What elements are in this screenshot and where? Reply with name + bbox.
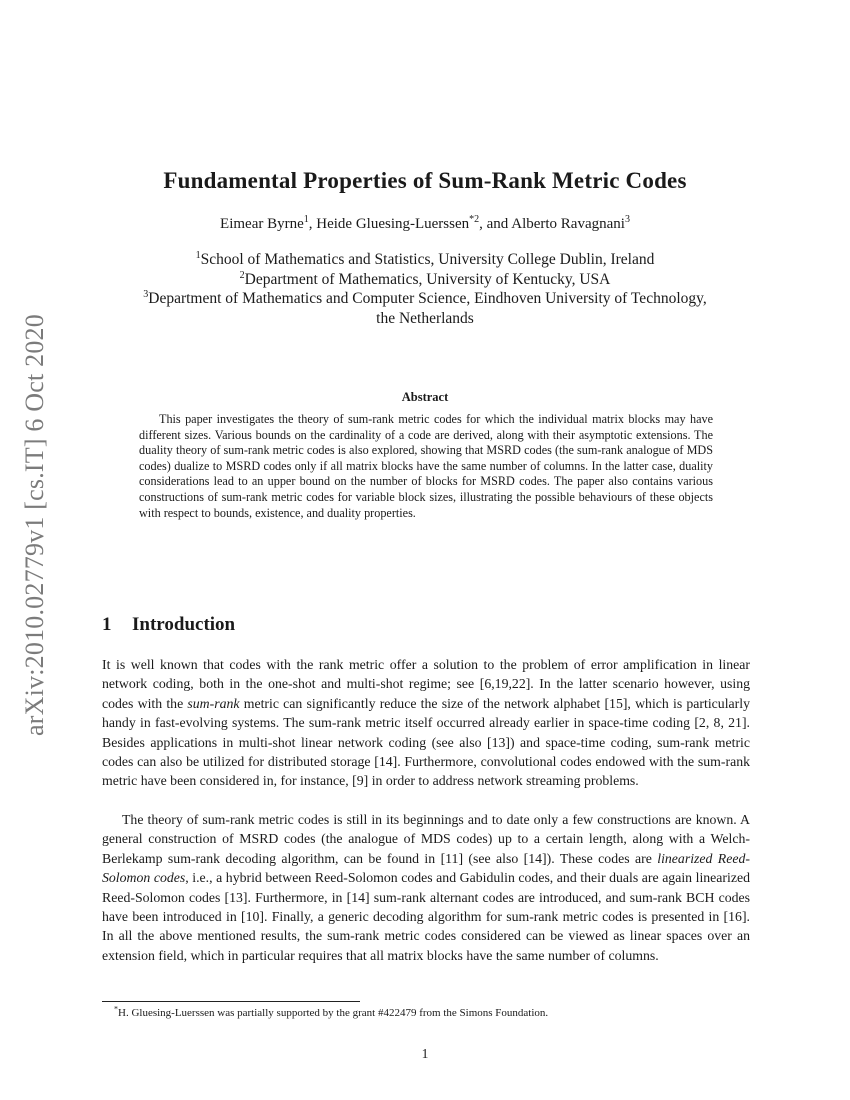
paragraph-text: metric can significantly reduce the size of the network alphabet [15], which is particularly handy in fast-evolving systems. The sum-rank metric itself occurred already earlier in space-time coding [2, 8, 21]. Besides applications in multi-shot linear network coding (see also [13]) and space-time coding, sum-rank metric codes can also be utilized for distributed storage [14]. Furthermore, convolutional codes endowed with the sum-rank metric have been considered in, for instance, [9] in order to address network streaming problems. [102,695,750,789]
emphasized-term: sum-rank [187,695,240,711]
author-name: Eimear Byrne [220,216,304,232]
body-paragraph [102,655,750,791]
affiliation-marker: 1 [195,249,201,261]
abstract-heading: Abstract [401,390,449,404]
footnote-text: H. Gluesing-Luerssen was partially supported by the grant #422479 from the Simons Foundation. [118,1007,549,1019]
author-affiliation-marker: 1 [303,214,309,225]
paragraph-text: It is well known that codes with the rank metric offer a solution to the problem of error amplification in linear network coding, both in the one-shot and multi-shot regime; see [6,19,22]. In the latter scenario however, using codes with the [102,657,750,711]
affiliation-marker: 3 [143,288,149,300]
affiliation-line [0,270,850,290]
arxiv-identifier-stamp [20,290,50,760]
footnote-marker: * [114,1004,118,1014]
page-number: 1 [421,1046,429,1061]
affiliation-text: Department of Mathematics and Computer Science, Eindhoven University of Technology, [148,290,707,307]
affiliation-line [0,289,850,309]
abstract-text: This paper investigates the theory of sum-rank metric codes for which the individual matrix blocks may have different sizes. Various bounds on the cardinality of a code are derived, along with their asymptotic extensions. The duality theory of sum-rank metric codes is also explored, showing that MSRD codes (the sum-rank analogue of MDS codes) dualize to MSRD codes only if all matrix blocks have the same number of columns. In the latter case, duality considerations lead to an upper bound on the number of blocks for MSRD codes. The paper also contains various constructions of sum-rank metric codes for variable block sizes, illustrating the possible behaviours of these objects with respect to bounds, existence, and duality properties. [139,412,713,520]
paragraph-text: The theory of sum-rank metric codes is still in its beginnings and to date only a few constructions are known. A general construction of MSRD codes (the analogue of MDS codes) up to a certain length, along with a Welch-Berlekamp sum-rank decoding algorithm, can be found in [11] (see also [14]). These codes are [102,812,750,866]
emphasized-term: linearized Reed-Solomon codes [102,850,750,886]
body-paragraph [102,810,750,965]
author-separator: , [308,216,317,232]
author-affiliation-marker: 3 [624,214,630,225]
author-name: Heide Gluesing-Luerssen [316,216,470,232]
paper-title: Fundamental Properties of Sum-Rank Metric Codes [163,168,687,193]
section-number: 1 [102,614,112,635]
section-title: Introduction [132,614,236,635]
affiliation-line [0,250,850,270]
affiliation-marker: 2 [239,269,245,281]
paragraph-text: , i.e., a hybrid between Reed-Solomon codes and Gabidulin codes, and their duals are again linearized Reed-Solomon codes [13]. Furthermore, in [14] sum-rank alternant codes are introduced, and sum-rank BCH codes have been introduced in [10]. Finally, a generic decoding algorithm for sum-rank metric codes is presented in [16]. In all the above mentioned results, the sum-rank metric codes considered can be viewed as linear spaces over an extension field, which in particular requires that all matrix blocks have the same number of columns. [102,870,751,963]
affiliation-text: School of Mathematics and Statistics, University College Dublin, Ireland [200,251,655,268]
author-affiliation-marker: *2 [469,214,480,225]
section-heading [102,614,235,636]
affiliation-text: the Netherlands [376,309,474,327]
author-name: Alberto Ravagnani [511,216,625,232]
affiliation-text: Department of Mathematics, University of Kentucky, USA [244,270,611,288]
footnote-divider [102,1001,360,1002]
affiliation-line [0,309,850,329]
arxiv-identifier-text: arXiv:2010.02779v1 [cs.IT] 6 Oct 2020 [20,314,50,736]
author-separator: , and [479,216,512,232]
affiliation-list [0,250,850,328]
footnote [114,1006,754,1020]
author-list [0,216,850,233]
